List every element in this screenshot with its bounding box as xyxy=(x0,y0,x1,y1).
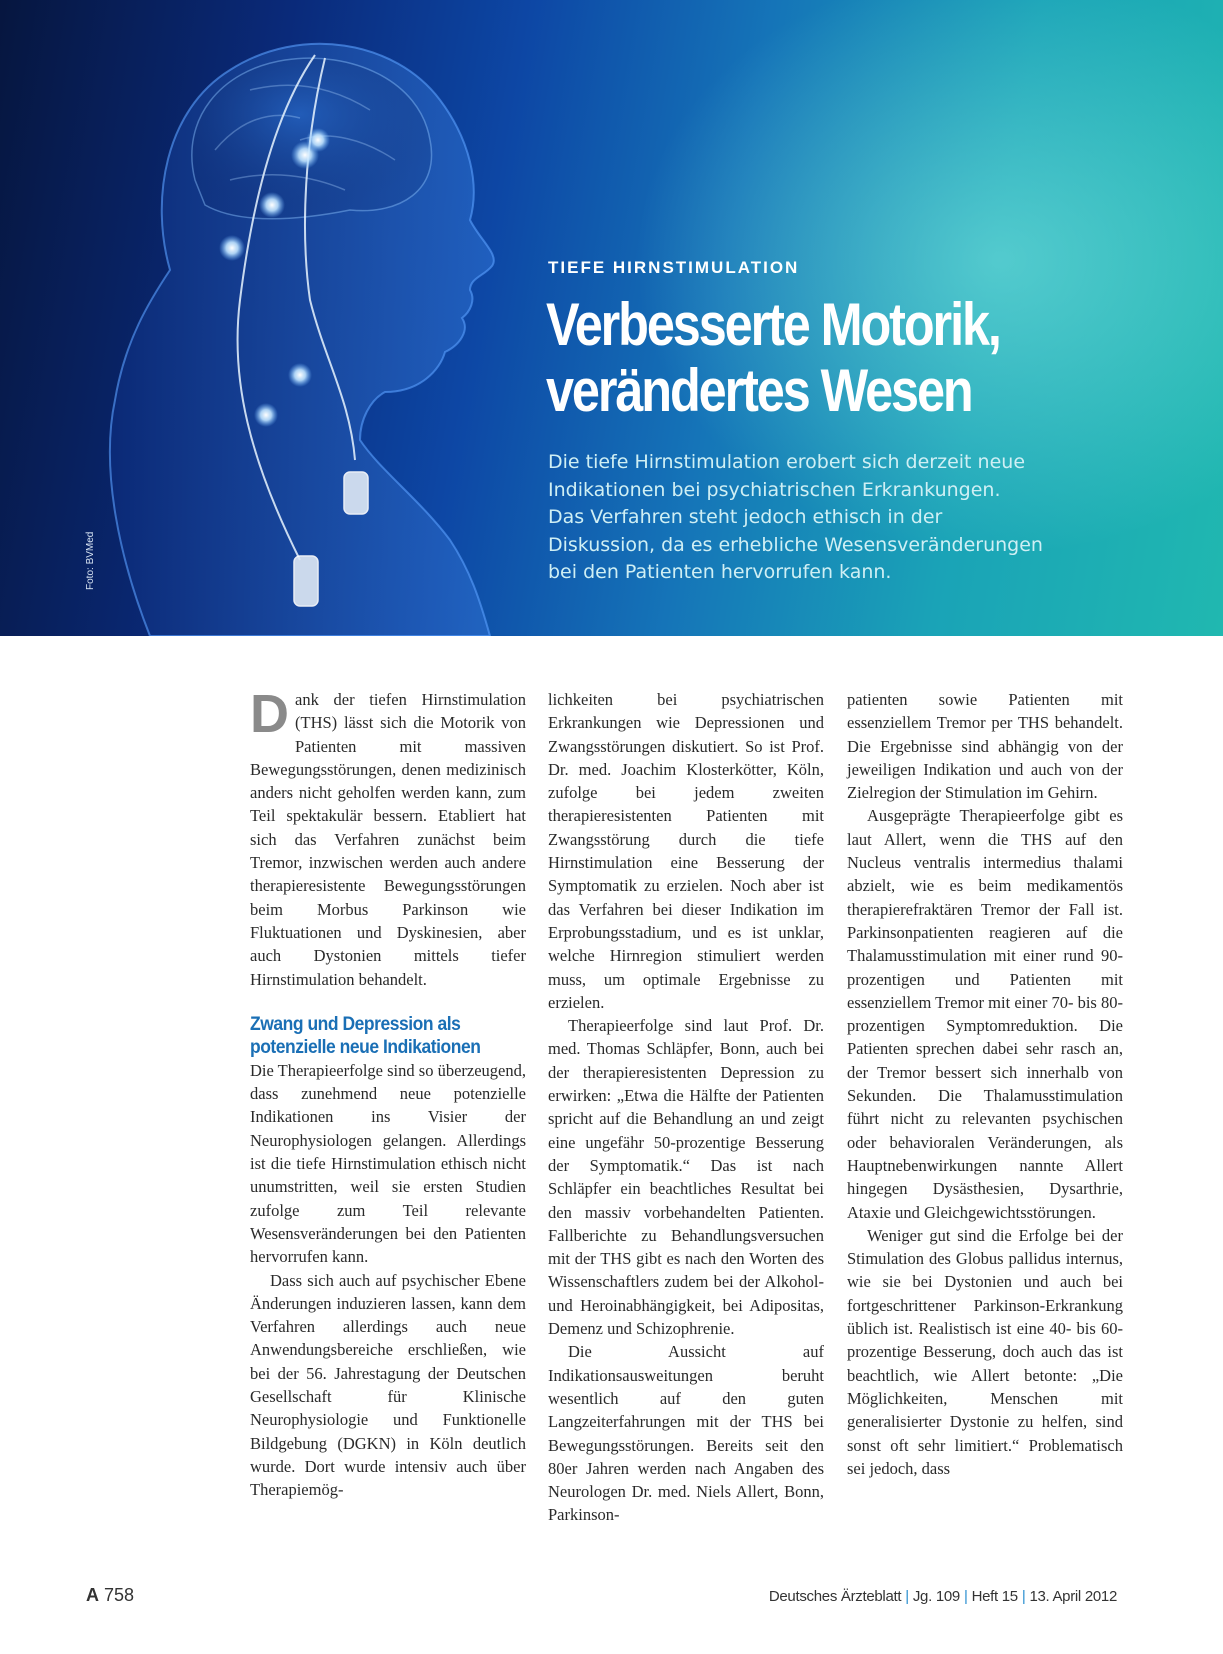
section-subhead xyxy=(250,1013,526,1059)
journal-issue: Heft 15 xyxy=(971,1588,1018,1605)
lede-paragraph xyxy=(548,449,1108,587)
headline-line: verändertes Wesen xyxy=(546,357,972,424)
journal-volume: Jg. 109 xyxy=(912,1588,960,1605)
body-paragraph: Weniger gut sind die Erfolge bei der Stimulation des Globus pallidus internus, wie sie bei Dystonien und auch bei fortgeschrittener Parkinson-Erkrankung üblich ist. Realistisch ist eine 40- bis 60-prozentige Besserung, doch auch das ist beachtlich, wie Allert betonte: „Die Möglichkeiten, Menschen mit generalisierter Dystonie zu helfen, sind sonst oft sehr limitiert.“ Problematisch sei jedoch, dass xyxy=(847,1225,1123,1478)
subhead-line: potenzielle neue Indikationen xyxy=(250,1036,481,1058)
lede-line: Das Verfahren steht jedoch ethisch in der xyxy=(548,506,943,528)
lede-line: bei den Patienten hervorrufen kann. xyxy=(548,561,892,583)
lede-line: Diskussion, da es erhebliche Wesensveränderungen xyxy=(548,533,1043,556)
article-column-2 xyxy=(548,688,824,1527)
intro-text: ank der tiefen Hirnstimulation (THS) lässt sich die Motorik von Patienten mit massiven Bewegungsstörungen, denen medizinisch anders nicht geholfen werden kann, zum Teil spektakulär bessern. Etabliert hat sich das Verfahren zunächst beim Tremor, inzwischen werden auch andere therapieresistente Bewegungsstörungen beim Morbus Parkinson wie Fluktuationen und Dyskinesien, aber auch Dystonien mittels tiefer Hirnstimulation behandelt. xyxy=(250,690,526,989)
body-paragraph: lichkeiten bei psychiatrischen Erkrankungen wie Depressionen und Zwangsstörungen diskutiert. So ist Prof. Dr. med. Joachim Klosterkötter, Köln, zufolge bei jedem zweiten therapieresistenten Patienten mit Zwangsstörung durch die tiefe Hirnstimulation eine Besserung der Symptomatik zu erzielen. Noch aber ist das Verfahren bei dieser Indikation im Erprobungsstadium, und es ist unklar, welche Hirnregion stimuliert werden muss, um optimale Ergebnisse zu erzielen. xyxy=(548,690,824,1012)
page-prefix: A xyxy=(86,1585,99,1605)
body-paragraph: Therapieerfolge sind laut Prof. Dr. med. Thomas Schläpfer, Bonn, auch bei der therapieresistenten Depression zu erwirken: „Etwa die Hälfte der Patienten spricht auf die Behandlung an und zeigt eine ungefähr 50-prozentige Besserung der Symptomatik.“ Das ist nach Schläpfer ein beachtliches Resultat bei den massiv vorbehandelten Patienten. Fallberichte zu Behandlungsversuchen mit der THS gibt es nach den Worten des Wissenschaftlers zudem bei der Alkohol- und Heroinabhängigkeit, bei Adipositas, Demenz und Schizophrenie. xyxy=(548,1016,824,1339)
section-kicker: TIEFE HIRNSTIMULATION xyxy=(548,258,800,277)
journal-name: Deutsches Ärzteblatt xyxy=(768,1588,902,1605)
body-paragraph: Die Aussicht auf Indikationsausweitungen beruht wesentlich auf den guten Langzeiterfahrungen mit der THS bei Bewegungsstörungen. Bereits seit den 80er Jahren werden nach Angaben des Neurologen Dr. med. Niels Allert, Bonn, Parkinson- xyxy=(548,1342,824,1525)
body-paragraph: Die Therapieerfolge sind so überzeugend, dass zunehmend neue potenzielle Indikationen ins Visier der Neurophysiologen gelangen. Allerdings ist die tiefe Hirnstimulation ethisch nicht unumstritten, weil sie ersten Studien zufolge zum Teil relevante Wesensveränderungen bei den Patienten hervorrufen kann. xyxy=(250,1060,526,1267)
drop-cap: D xyxy=(250,684,289,744)
page-number-value: 758 xyxy=(104,1585,135,1605)
lede-line: Indikationen bei psychiatrischen Erkrankungen. xyxy=(548,478,1001,501)
article-column-1 xyxy=(250,684,526,1502)
page-title xyxy=(546,292,1084,424)
journal-footer: Deutsches Ärzteblatt | Jg. 109 | Heft 15 | 13. April 2012 xyxy=(768,1588,1117,1605)
photo-credit: Foto: BVMed xyxy=(85,531,96,590)
headline-line: Verbesserte Motorik, xyxy=(546,291,1000,358)
hero-banner xyxy=(0,0,1223,636)
body-paragraph: patienten sowie Patienten mit essenziellem Tremor per THS behandelt. Die Ergebnisse sind abhängig von der jeweiligen Indikation und auch von der Zielregion der Stimulation im Gehirn. xyxy=(847,690,1123,803)
lede-line: Die tiefe Hirnstimulation erobert sich derzeit neue xyxy=(548,451,1026,473)
journal-date: 13. April 2012 xyxy=(1029,1588,1117,1605)
article-column-3 xyxy=(847,688,1123,1480)
subhead-line: Zwang und Depression als xyxy=(250,1013,461,1035)
page-number xyxy=(86,1585,134,1606)
body-paragraph xyxy=(250,684,526,991)
body-paragraph: Ausgeprägte Therapieerfolge gibt es laut Allert, wenn die THS auf den Nucleus ventralis intermedius thalami abzielt, wie es beim medikamentös therapierefraktären Tremor der Fall ist. Parkinsonpatienten reagieren auf die Thalamusstimulation mit einer rund 90-prozentigen und Patienten mit essenziellem Tremor mit einer 70- bis 80-prozentigen Symptomreduktion. Die Patienten sprechen dabei sehr rasch an, der Tremor bessert sich innerhalb von Sekunden. Die Thalamusstimulation führt nicht zu relevanten psychischen oder behavioralen Veränderungen, als Hauptnebenwirkungen nannte Allert hingegen Dysästhesien, Dysarthrie, Ataxie und Gleichgewichtsstörungen. xyxy=(847,806,1123,1222)
body-paragraph: Dass sich auch auf psychischer Ebene Änderungen induzieren lassen, kann dem Verfahren allerdings auch neue Anwendungsbereiche erschließen, wie bei der 56. Jahrestagung der Deutschen Gesellschaft für Klinische Neurophysiologie und Funktionelle Bildgebung (DGKN) in Köln deutlich wurde. Dort wurde intensiv auch über Therapiemög- xyxy=(250,1270,526,1500)
